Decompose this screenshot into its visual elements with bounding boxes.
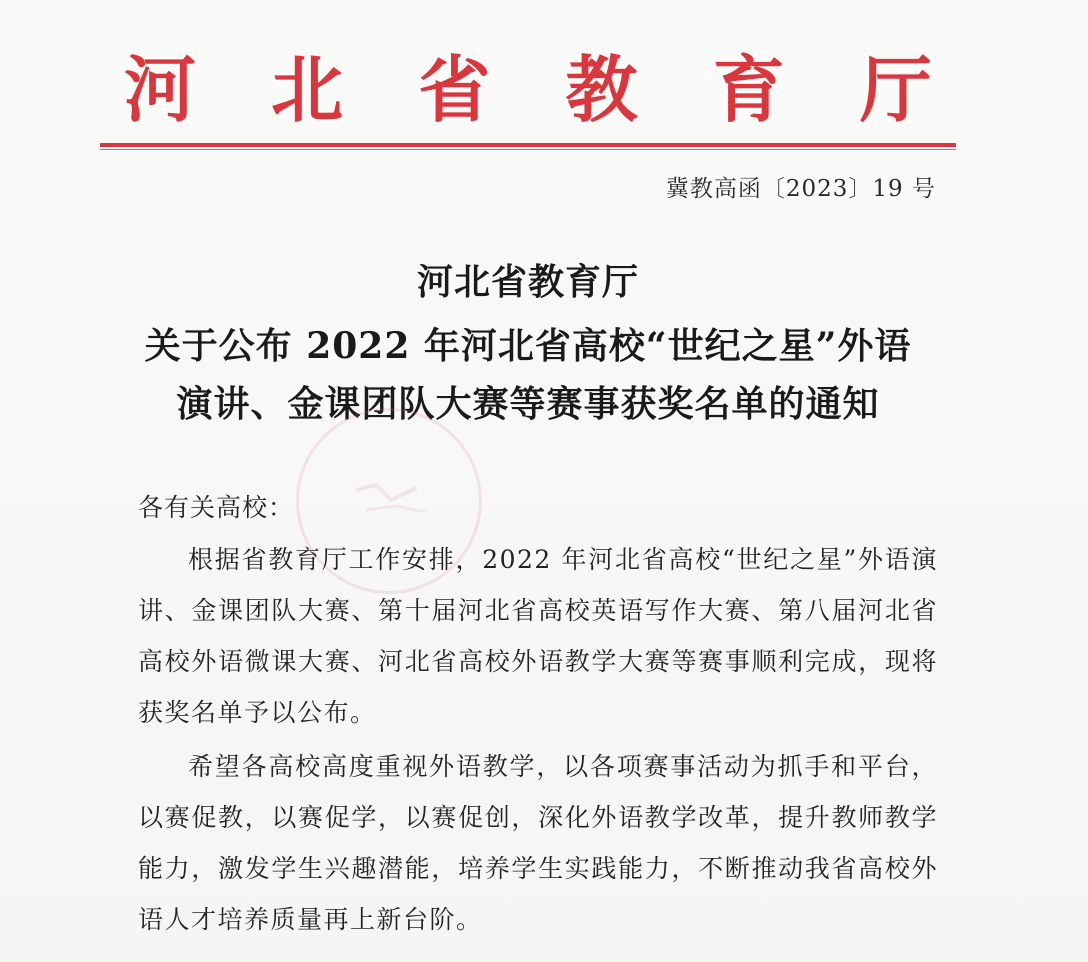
title-line-2: 关于公布 2022 年河北省高校“世纪之星”外语	[144, 325, 912, 367]
letterhead-char: 厅	[859, 47, 932, 132]
letterhead-char: 省	[418, 47, 491, 132]
letterhead-char: 北	[271, 47, 344, 132]
letterhead-char: 教	[565, 47, 638, 132]
body-paragraph: 希望各高校高度重视外语教学，以各项赛事活动为抓手和平台，以赛促教，以赛促学，以赛促创，深化外语教学改革，提升教师教学能力，激发学生兴趣潜能，培养学生实践能力，不断推动我省高校外语人才培养质量再上新台阶。	[138, 752, 938, 934]
document-number: 冀教高函〔2023〕19 号	[665, 176, 936, 202]
letterhead	[100, 48, 956, 132]
letterhead-divider	[100, 143, 956, 147]
official-seal-mark	[346, 470, 436, 520]
title-line-3: 演讲、金课团队大赛等赛事获奖名单的通知	[176, 383, 880, 425]
letterhead-char: 育	[712, 47, 785, 132]
title-line-1: 河北省教育厅	[416, 261, 639, 303]
letterhead-divider-thin	[100, 149, 956, 150]
letterhead-char: 河	[123, 47, 196, 132]
salutation: 各有关高校：	[138, 493, 295, 522]
body-paragraph: 根据省教育厅工作安排，2022 年河北省高校“世纪之星”外语演讲、金课团队大赛、第十届河北省高校英语写作大赛、第八届河北省高校外语微课大赛、河北省高校外语教学大赛等赛事顺利完成，现将获奖名单予以公布。	[138, 545, 938, 727]
